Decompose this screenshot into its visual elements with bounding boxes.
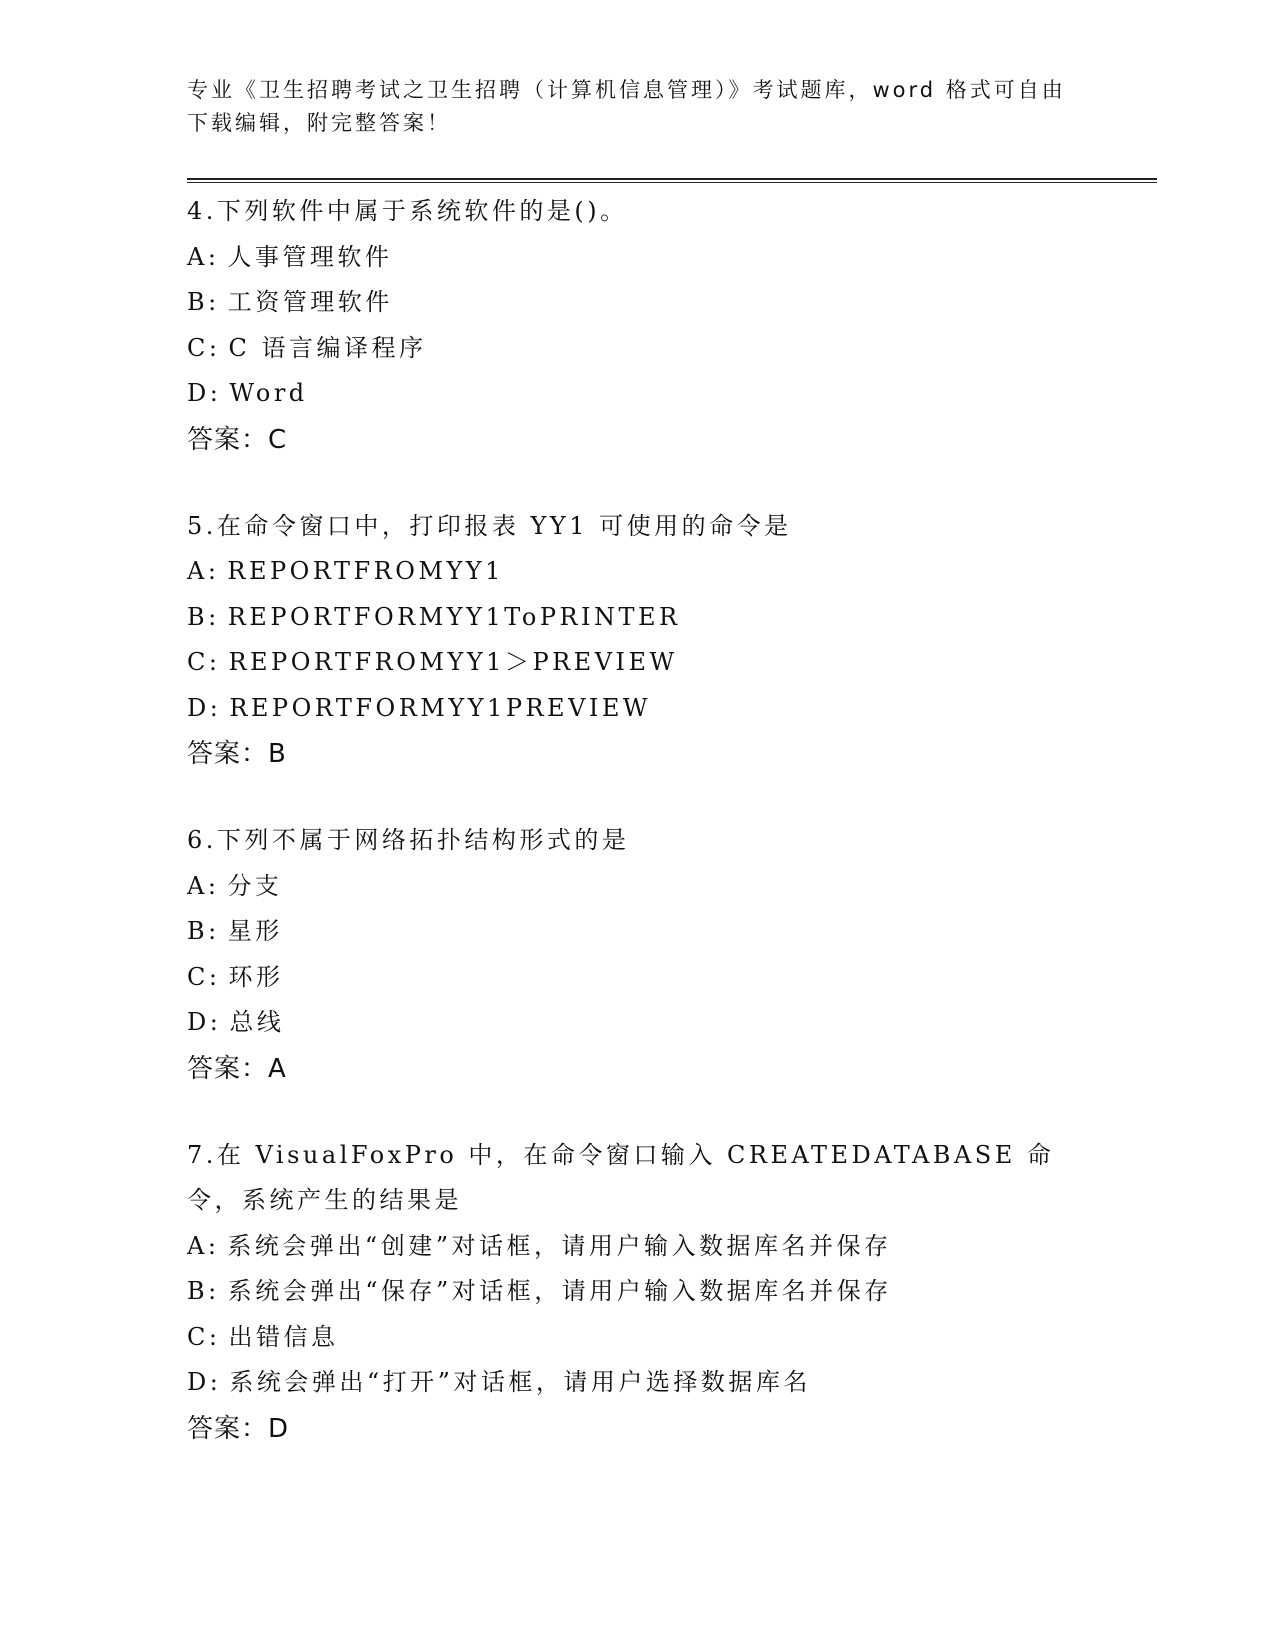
option-letter: D: <box>187 693 222 722</box>
option-b <box>187 595 1087 641</box>
question-text: 4.下列软件中属于系统软件的是()。 <box>187 197 628 225</box>
option-text: 总线 <box>229 1008 285 1036</box>
option-b <box>187 1269 1087 1315</box>
question-text: 7.在 VisualFoxPro 中，在命令窗口输入 CREATEDATABASE 命令，系统产生的结果是 <box>187 1140 1055 1214</box>
option-d <box>187 371 1087 417</box>
option-letter: A: <box>187 871 220 900</box>
question-5 <box>187 504 1087 778</box>
option-letter: A: <box>187 557 220 585</box>
question-text: 6.下列不属于网络拓扑结构形式的是 <box>187 826 630 854</box>
option-text: REPORTFORMYY1ToPRINTER <box>227 602 681 631</box>
answer-line: 答案：B <box>187 739 287 769</box>
option-letter: C: <box>187 1322 221 1351</box>
answer-line: 答案：C <box>187 424 288 455</box>
option-d <box>187 1000 1087 1046</box>
option-letter: B: <box>187 1277 220 1305</box>
option-text: 人事管理软件 <box>227 242 393 271</box>
option-a <box>187 235 1087 281</box>
option-text: 系统会弹出“保存”对话框，请用户输入数据库名并保存 <box>227 1277 892 1305</box>
option-text: REPORTFROMYY1＞PREVIEW <box>228 648 678 676</box>
option-d <box>187 1360 1087 1406</box>
header-divider <box>187 178 1157 183</box>
option-letter: C: <box>187 962 221 991</box>
answer-line: 答案：A <box>187 1053 287 1084</box>
option-a <box>187 549 1087 595</box>
question-6 <box>187 818 1087 1092</box>
option-letter: A: <box>187 242 220 271</box>
option-text: 星形 <box>227 917 283 945</box>
option-a <box>187 864 1087 910</box>
question-7 <box>187 1133 1087 1452</box>
option-b <box>187 909 1087 955</box>
option-text: C 语言编译程序 <box>228 333 427 362</box>
option-c <box>187 1315 1087 1361</box>
option-text: REPORTFROMYY1 <box>227 557 504 585</box>
option-c <box>187 640 1087 686</box>
option-letter: C: <box>187 333 221 362</box>
option-c <box>187 326 1087 372</box>
document-intro: 专业《卫生招聘考试之卫生招聘（计算机信息管理）》考试题库，word 格式可自由下载编辑，附完整答案！ <box>187 78 1066 135</box>
option-letter: D: <box>187 1008 222 1036</box>
option-letter: B: <box>187 917 220 945</box>
option-text: Word <box>229 379 308 407</box>
question-list <box>187 189 1087 1493</box>
option-letter: D: <box>187 1368 222 1396</box>
option-letter: A: <box>187 1231 220 1260</box>
option-d <box>187 686 1087 732</box>
option-letter: B: <box>187 288 220 316</box>
option-text: 系统会弹出“打开”对话框，请用户选择数据库名 <box>229 1368 811 1396</box>
option-letter: B: <box>187 602 220 631</box>
option-text: 环形 <box>228 962 284 991</box>
option-text: REPORTFORMYY1PREVIEW <box>229 693 652 722</box>
answer-line: 答案：D <box>187 1413 290 1444</box>
option-text: 工资管理软件 <box>227 288 393 316</box>
option-c <box>187 955 1087 1001</box>
option-letter: C: <box>187 648 221 676</box>
option-letter: D: <box>187 379 222 407</box>
option-text: 出错信息 <box>228 1322 339 1351</box>
question-4 <box>187 189 1087 463</box>
option-a <box>187 1224 1087 1270</box>
option-b <box>187 280 1087 326</box>
option-text: 分支 <box>227 871 283 900</box>
option-text: 系统会弹出“创建”对话框，请用户输入数据库名并保存 <box>227 1231 892 1260</box>
question-text: 5.在命令窗口中，打印报表 YY1 可使用的命令是 <box>187 511 792 540</box>
